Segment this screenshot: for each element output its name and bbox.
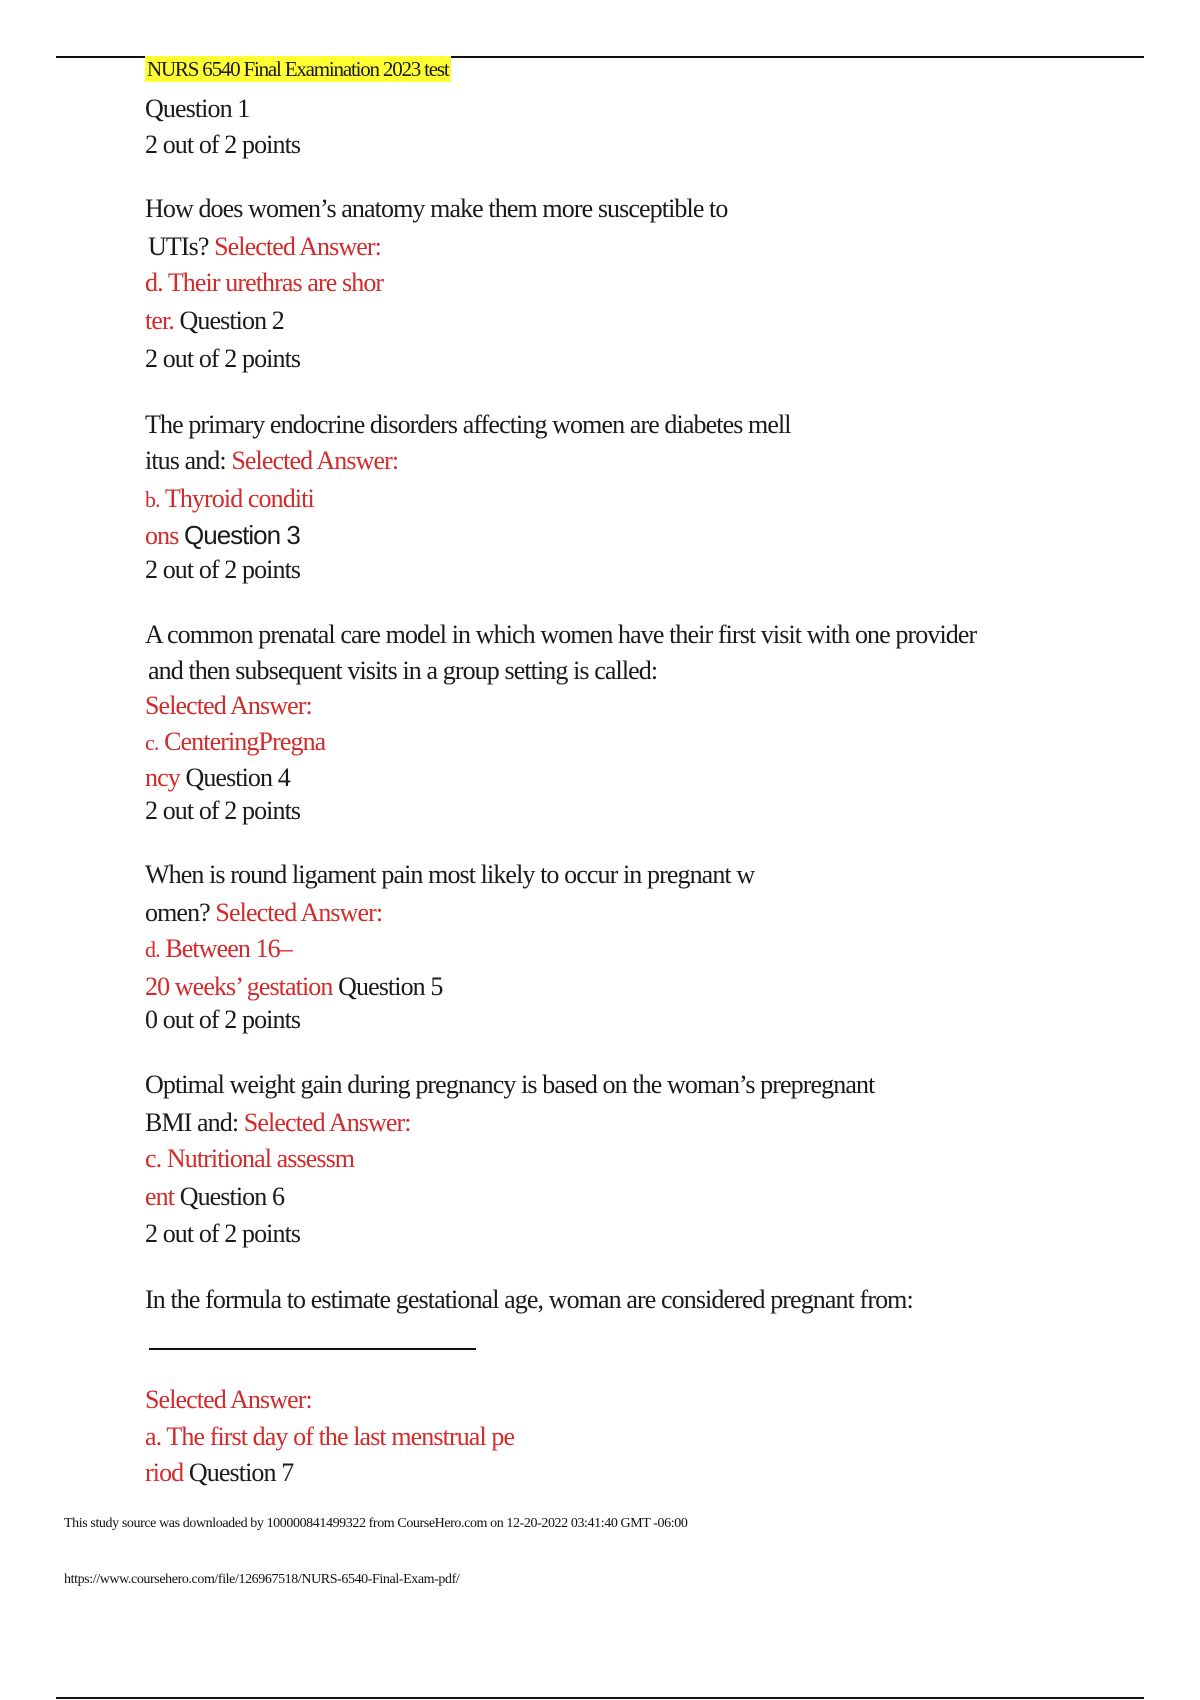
question-4-answer-line1: d. Between 16– (145, 934, 292, 963)
question-2-label: Question 2 (179, 306, 284, 335)
question-6-score: 2 out of 2 points (145, 1219, 301, 1248)
question-2-answer-line2: ons Question 3 (145, 520, 300, 550)
footer-source-note: This study source was downloaded by 100000841499322 from CourseHero.com on 12-20-2022 03:41:40 GMT -06:00 (64, 1516, 688, 1531)
question-3-label: Question 3 (184, 520, 300, 550)
question-3-prompt-line1: A common prenatal care model in which women have their first visit with one provider (145, 620, 977, 649)
answer-blank-line (149, 1348, 476, 1350)
question-5-selected-label: Selected Answer: (243, 1108, 411, 1137)
question-1-selected-label: Selected Answer: (214, 232, 381, 261)
question-4-prompt-line2: omen? Selected Answer: (145, 898, 383, 927)
question-2-prompt-line1: The primary endocrine disorders affecting women are diabetes mell (145, 410, 791, 439)
question-4-label: Question 4 (185, 763, 290, 792)
question-1-label: Question 1 (145, 94, 250, 123)
question-7-label: Question 7 (188, 1458, 294, 1487)
footer-url[interactable]: https://www.coursehero.com/file/126967518/NURS-6540-Final-Exam-pdf/ (64, 1572, 460, 1587)
question-1-answer-line1: d. Their urethras are shor (145, 268, 384, 297)
question-6-answer-line1: a. The first day of the last menstrual pe (145, 1422, 515, 1451)
question-4-prompt-line1: When is round ligament pain most likely to occur in pregnant w (145, 860, 755, 889)
bottom-rule (56, 1697, 1144, 1699)
question-6-label: Question 6 (179, 1182, 285, 1211)
question-1-prompt-line1: How does women’s anatomy make them more susceptible to (145, 194, 728, 223)
question-3-answer-line1: c. CenteringPregna (145, 727, 326, 756)
question-5-score: 0 out of 2 points (145, 1005, 301, 1034)
question-6-selected-label: Selected Answer: (145, 1385, 312, 1414)
question-1-prompt-line2: UTIs? Selected Answer: (148, 232, 381, 261)
question-6-prompt-line1: In the formula to estimate gestational age, woman are considered pregnant from: (145, 1285, 913, 1314)
question-3-prompt-line2: and then subsequent visits in a group setting is called: (148, 656, 658, 685)
question-5-answer-line1: c. Nutritional assessm (145, 1144, 355, 1173)
question-3-selected-label: Selected Answer: (145, 691, 312, 720)
question-1-answer-line2: ter. Question 2 (145, 306, 284, 335)
question-4-selected-label: Selected Answer: (215, 898, 383, 927)
question-5-prompt-line2: BMI and: Selected Answer: (145, 1108, 411, 1137)
question-1-score: 2 out of 2 points (145, 130, 301, 159)
document-title: NURS 6540 Final Examination 2023 test (147, 57, 449, 81)
question-3-answer-line2: ncy Question 4 (145, 763, 290, 792)
question-4-answer-line2: 20 weeks’ gestation Question 5 (145, 972, 443, 1001)
question-6-answer-line2: riod Question 7 (145, 1458, 294, 1487)
question-5-prompt-line1: Optimal weight gain during pregnancy is based on the woman’s prepregnant (145, 1070, 875, 1099)
question-2-answer-line1: b. Thyroid conditi (145, 484, 314, 513)
question-3-score: 2 out of 2 points (145, 555, 301, 584)
question-2-score: 2 out of 2 points (145, 344, 301, 373)
question-2-prompt-line2: itus and: Selected Answer: (145, 446, 399, 475)
question-2-selected-label: Selected Answer: (231, 446, 399, 475)
question-4-score: 2 out of 2 points (145, 796, 301, 825)
question-5-label: Question 5 (338, 972, 443, 1001)
question-5-answer-line2: ent Question 6 (145, 1182, 285, 1211)
